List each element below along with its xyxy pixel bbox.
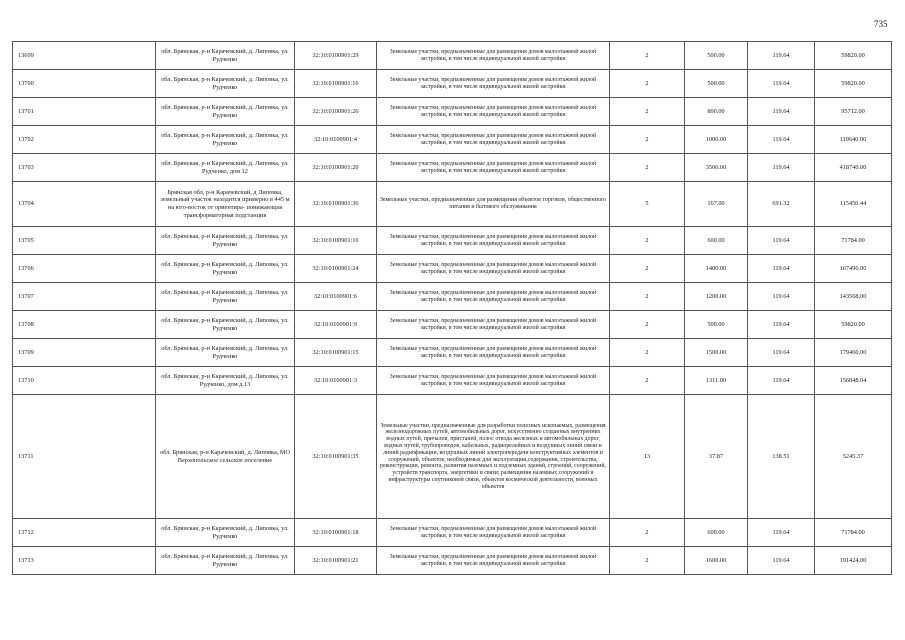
cadastral-value-cell: 418740.00 [815,154,892,182]
address-cell: обл. Брянская, р-н Карачевский, д. Липовка, ул. Рудченко [156,98,295,126]
table-row [13,395,892,519]
row-number-cell: 13702 [13,126,156,154]
land-use-cell: Земельные участки, предназначенные для размещения домов малоэтажной жилой застройки, в том числе индивидуальной жилой застройки [377,227,610,255]
table-row [13,519,892,547]
table-row [13,547,892,575]
cadastral-number-cell: 32:10:0100901:15 [295,339,377,367]
land-use-cell: Земельные участки, предназначенные для размещения домов малоэтажной жилой застройки, в том числе индивидуальной жилой застройки [377,311,610,339]
specific-value-cell: 119.64 [748,255,815,283]
cadastral-value-cell: 156848.04 [815,367,892,395]
cadastral-number-cell: 32:10:0100901:18 [295,519,377,547]
table-row [13,367,892,395]
cadastral-number-cell: 32:10:0100901:29 [295,42,377,70]
specific-value-cell: 119.64 [748,283,815,311]
specific-value-cell: 119.64 [748,227,815,255]
row-number-cell: 13700 [13,70,156,98]
cadastral-number-cell: 32:10:0100901:20 [295,154,377,182]
address-cell: обл. Брянская, р-н Карачевский, д. Липовка, ул. Рудченко, дом д.13 [156,367,295,395]
specific-value-cell: 138.51 [748,395,815,519]
group-number-cell: 13 [610,395,685,519]
area-cell: 1311.00 [685,367,748,395]
row-number-cell: 13704 [13,182,156,227]
address-cell: обл. Брянская, р-н Карачевский, д. Липовка, ул. Рудченко [156,547,295,575]
land-use-cell: Земельные участки, предназначенные для размещения домов малоэтажной жилой застройки, в том числе индивидуальной жилой застройки [377,154,610,182]
row-number-cell: 13701 [13,98,156,126]
land-use-cell: Земельные участки, предназначенные для размещения домов малоэтажной жилой застройки, в том числе индивидуальной жилой застройки [377,70,610,98]
group-number-cell: 2 [610,126,685,154]
cadastral-value-cell: 59820.00 [815,42,892,70]
row-number-cell: 13706 [13,255,156,283]
land-use-cell: Земельные участки, предназначенные для разработки полезных ископаемых, размещения железнодорожных путей, автомобильных дорог, искусственно созданных внутренних водных путей, причалов, пристаней, полос отвода железных и автомобильных дорог, водных путей, трубопроводов, кабельных, радиорелейных и воздушных линий связи и линий радиофикации, воздушных линий электропередачи конструктивных элементов и сооружений, объектов, необходимых для эксплуатации,содержания, строительства, реконструкции, ремонта, развития наземных и подземных зданий, строений, сооружений, устройств транспорта, энергетики и связи; размещения наземных сооружений и инфраструктуры спутниковой связи, объектов космической деятельности, военных объектов [377,395,610,519]
specific-value-cell: 119.64 [748,126,815,154]
specific-value-cell: 119.64 [748,70,815,98]
specific-value-cell: 119.64 [748,547,815,575]
address-cell: Брянская обл, р-н Карачевский, д Липовка, земельный участок находится примерно в 445 м на юго-восток от ориентира- понижающая трансформаторная подстанция [156,182,295,227]
cadastral-value-cell: 115450.44 [815,182,892,227]
cadastral-number-cell: 32:10:0100901:35 [295,395,377,519]
row-number-cell: 13703 [13,154,156,182]
cadastral-number-cell: 32:10:0100901:10 [295,227,377,255]
cadastral-value-cell: 179460.00 [815,339,892,367]
land-use-cell: Земельные участки, предназначенные для размещения домов малоэтажной жилой застройки, в том числе индивидуальной жилой застройки [377,519,610,547]
address-cell: обл. Брянская, р-н Карачевский, д. Липовка, ул. Рудченко, дом 12 [156,154,295,182]
cadastral-number-cell: 32:10:0100901:36 [295,182,377,227]
cadastral-value-cell: 119640.00 [815,126,892,154]
land-use-cell: Земельные участки, предназначенные для размещения домов малоэтажной жилой застройки, в том числе индивидуальной жилой застройки [377,283,610,311]
address-cell: обл. Брянская, р-н Карачевский, д. Липовка, ул. Рудченко [156,283,295,311]
row-number-cell: 13713 [13,547,156,575]
land-use-cell: Земельные участки, предназначенные для размещения домов малоэтажной жилой застройки, в том числе индивидуальной жилой застройки [377,339,610,367]
address-cell: обл. Брянская, р-н Карачевский, д. Липовка, ул. Рудченко [156,42,295,70]
specific-value-cell: 119.64 [748,519,815,547]
area-cell: 800.00 [685,98,748,126]
area-cell: 1200.00 [685,283,748,311]
table-row [13,182,892,227]
cadastral-value-cell: 95712.00 [815,98,892,126]
group-number-cell: 2 [610,339,685,367]
row-number-cell: 13710 [13,367,156,395]
specific-value-cell: 119.64 [748,311,815,339]
area-cell: 1500.00 [685,339,748,367]
table-row [13,42,892,70]
area-cell: 500.00 [685,311,748,339]
cadastral-number-cell: 32:10:0100901:9 [295,311,377,339]
group-number-cell: 2 [610,227,685,255]
area-cell: 500.00 [685,70,748,98]
row-number-cell: 13708 [13,311,156,339]
cadastral-value-cell: 59820.00 [815,70,892,98]
group-number-cell: 2 [610,519,685,547]
area-cell: 1600.00 [685,547,748,575]
area-cell: 3500.00 [685,154,748,182]
land-use-cell: Земельные участки, предназначенные для размещения домов малоэтажной жилой застройки, в том числе индивидуальной жилой застройки [377,42,610,70]
group-number-cell: 2 [610,42,685,70]
group-number-cell: 2 [610,98,685,126]
area-cell: 600.00 [685,519,748,547]
specific-value-cell: 119.64 [748,98,815,126]
area-cell: 500.00 [685,42,748,70]
address-cell: обл. Брянская, р-н Карачевский, д. Липовка, ул. Рудченко [156,255,295,283]
table-row [13,311,892,339]
land-use-cell: Земельные участки, предназначенные для размещения домов малоэтажной жилой застройки, в том числе индивидуальной жилой застройки [377,367,610,395]
address-cell: обл. Брянская, р-н Карачевский, д. Липовка, ул. Рудченко [156,519,295,547]
cadastral-value-table [12,41,892,575]
page-number: 735 [874,19,888,29]
group-number-cell: 2 [610,311,685,339]
group-number-cell: 2 [610,547,685,575]
row-number-cell: 13711 [13,395,156,519]
land-use-cell: Земельные участки, предназначенные для размещения домов малоэтажной жилой застройки, в том числе индивидуальной жилой застройки [377,547,610,575]
cadastral-value-cell: 143568.00 [815,283,892,311]
cadastral-number-cell: 32:10:0100901:4 [295,126,377,154]
table-row [13,126,892,154]
cadastral-value-cell: 5245.37 [815,395,892,519]
table-row [13,70,892,98]
table-row [13,227,892,255]
table-row [13,98,892,126]
specific-value-cell: 119.64 [748,154,815,182]
row-number-cell: 13705 [13,227,156,255]
specific-value-cell: 119.64 [748,339,815,367]
row-number-cell: 13707 [13,283,156,311]
address-cell: обл. Брянская, р-н Карачевский, д. Липовка, МО Верхопольское сельское поселение [156,395,295,519]
cadastral-number-cell: 32:10:0100901:16 [295,70,377,98]
specific-value-cell: 119.64 [748,42,815,70]
group-number-cell: 2 [610,283,685,311]
group-number-cell: 5 [610,182,685,227]
group-number-cell: 2 [610,70,685,98]
table-row [13,339,892,367]
address-cell: обл. Брянская, р-н Карачевский, д. Липовка, ул. Рудченко [156,311,295,339]
cadastral-value-cell: 59820.00 [815,311,892,339]
address-cell: обл. Брянская, р-н Карачевский, д. Липовка, ул. Рудченко [156,339,295,367]
cadastral-number-cell: 32:10:0100901:26 [295,98,377,126]
specific-value-cell: 691.32 [748,182,815,227]
cadastral-number-cell: 32:10:0100901:3 [295,367,377,395]
land-use-cell: Земельные участки, предназначенные для размещения объектов торговли, общественного питания и бытового обслуживания [377,182,610,227]
row-number-cell: 13699 [13,42,156,70]
area-cell: 167.00 [685,182,748,227]
land-use-cell: Земельные участки, предназначенные для размещения домов малоэтажной жилой застройки, в том числе индивидуальной жилой застройки [377,255,610,283]
cadastral-number-cell: 32:10:0100901:6 [295,283,377,311]
table-row [13,255,892,283]
row-number-cell: 13712 [13,519,156,547]
group-number-cell: 2 [610,367,685,395]
cadastral-value-cell: 167496.00 [815,255,892,283]
area-cell: 600.00 [685,227,748,255]
address-cell: обл. Брянская, р-н Карачевский, д. Липовка, ул. Рудченко [156,70,295,98]
land-use-cell: Земельные участки, предназначенные для размещения домов малоэтажной жилой застройки, в том числе индивидуальной жилой застройки [377,98,610,126]
area-cell: 1400.00 [685,255,748,283]
address-cell: обл. Брянская, р-н Карачевский, д. Липовка, ул. Рудченко [156,227,295,255]
group-number-cell: 2 [610,154,685,182]
table-row [13,154,892,182]
group-number-cell: 2 [610,255,685,283]
area-cell: 37.87 [685,395,748,519]
cadastral-value-cell: 191424.00 [815,547,892,575]
land-use-cell: Земельные участки, предназначенные для размещения домов малоэтажной жилой застройки, в том числе индивидуальной жилой застройки [377,126,610,154]
cadastral-value-cell: 71784.00 [815,519,892,547]
cadastral-number-cell: 32:10:0100901:21 [295,547,377,575]
address-cell: обл. Брянская, р-н Карачевский, д. Липовка, ул. Рудченко [156,126,295,154]
specific-value-cell: 119.64 [748,367,815,395]
cadastral-number-cell: 32:10:0100901:24 [295,255,377,283]
row-number-cell: 13709 [13,339,156,367]
area-cell: 1000.00 [685,126,748,154]
table-row [13,283,892,311]
cadastral-value-cell: 71784.00 [815,227,892,255]
